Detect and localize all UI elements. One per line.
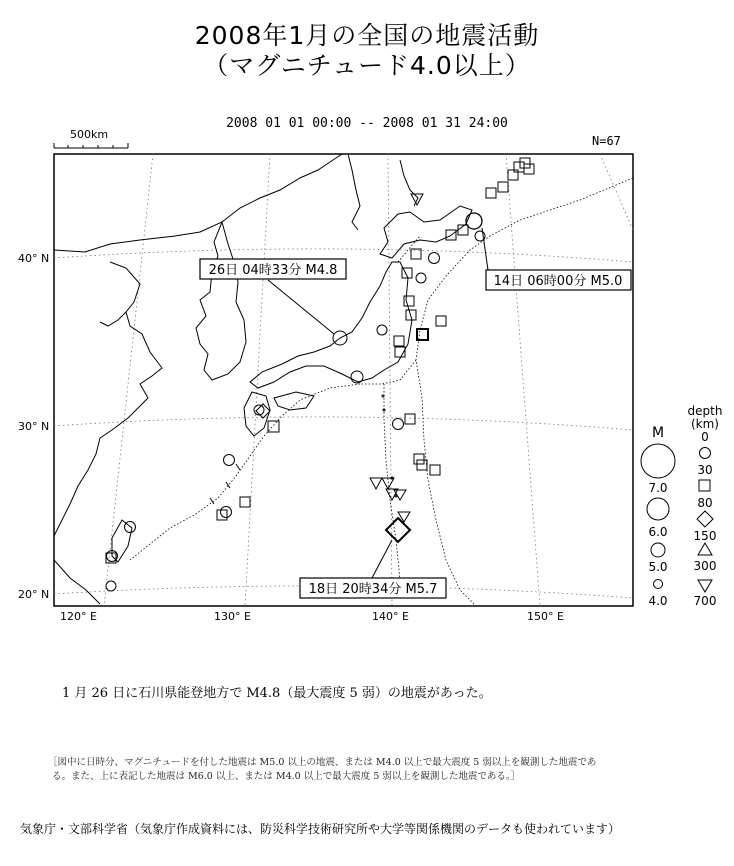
svg-text:5.0: 5.0	[648, 560, 668, 574]
event-count: N=67	[592, 134, 621, 148]
svg-text:300: 300	[693, 559, 717, 573]
svg-text:140° E: 140° E	[372, 610, 409, 623]
svg-text:0: 0	[701, 430, 709, 444]
credit-line: 気象庁・文部科学省（気象庁作成資料には、防災科学技術研究所や大学等関係機関のデータも使われています）	[20, 822, 621, 836]
callout-noto	[200, 259, 346, 279]
svg-text:18日 20時34分 M5.7: 18日 20時34分 M5.7	[308, 582, 438, 597]
svg-text:20° N: 20° N	[18, 588, 50, 601]
scale-bar	[54, 143, 128, 148]
callout-kuril	[486, 270, 631, 290]
svg-text:30: 30	[697, 463, 713, 477]
svg-text:80: 80	[697, 496, 713, 510]
depth-triangle-up-icon	[698, 543, 712, 555]
depth-square-icon	[699, 480, 710, 491]
latitude-labels	[18, 252, 49, 601]
depth-legend	[688, 404, 723, 608]
svg-text:700: 700	[693, 594, 717, 608]
depth-diamond-icon	[697, 511, 713, 527]
map-title: 2008年1月の全国の地震活動	[194, 21, 540, 50]
svg-text:M: M	[651, 425, 665, 441]
footnote-line-2: る。また、上に表記した地震は M6.0 以上、または M4.0 以上で最大震度 5 弱以上を観測した地震である。］	[52, 771, 521, 782]
svg-text:14日 06時00分 M5.0: 14日 06時00分 M5.0	[493, 274, 623, 289]
svg-text:30° N: 30° N	[18, 420, 50, 433]
callout-ogasawara	[300, 578, 446, 598]
scale-bar-label: 500km	[70, 128, 109, 141]
svg-text:depth: depth	[687, 404, 723, 418]
svg-text:40° N: 40° N	[18, 252, 50, 265]
svg-text:4.0: 4.0	[648, 594, 668, 608]
svg-text:130° E: 130° E	[214, 610, 251, 623]
svg-text:150: 150	[693, 529, 717, 543]
svg-text:6.0: 6.0	[648, 525, 668, 539]
footnote-line-1: ［図中に日時分、マグニチュードを付した地震は M5.0 以上の地震、または M4.0 以上で最大震度 5 弱以上を観測した地震であ	[48, 757, 597, 768]
depth-triangle-down-icon	[698, 580, 712, 592]
date-range: 2008 01 01 00:00 -- 2008 01 31 24:00	[226, 116, 508, 131]
svg-text:7.0: 7.0	[648, 481, 668, 495]
map-subtitle: （マグニチュード4.0以上）	[203, 51, 531, 80]
svg-text:150° E: 150° E	[527, 610, 564, 623]
magnitude-legend	[641, 425, 675, 608]
svg-text:26日 04時33分 M4.8: 26日 04時33分 M4.8	[208, 263, 338, 278]
svg-text:(km): (km)	[690, 417, 720, 431]
longitude-labels	[60, 610, 564, 623]
event-note: 1 月 26 日に石川県能登地方で M4.8（最大震度 5 弱）の地震があった。	[62, 686, 492, 701]
svg-text:120° E: 120° E	[60, 610, 97, 623]
depth-circle-icon	[700, 448, 711, 459]
map-frame	[54, 154, 633, 606]
